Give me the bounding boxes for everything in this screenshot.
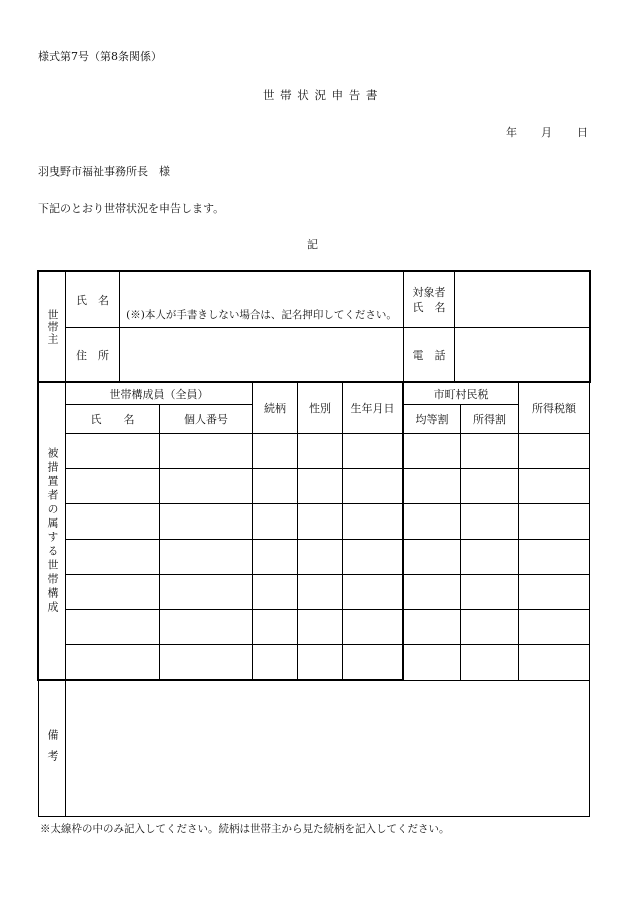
col-relation-header: 続柄 bbox=[264, 402, 286, 415]
table-row[interactable] bbox=[66, 575, 589, 609]
name-note: (※)本人が手書きしない場合は、記名押印してください。 bbox=[126, 308, 397, 321]
remarks-label: 備考 bbox=[46, 729, 59, 771]
target-label-2: 氏 名 bbox=[412, 301, 446, 314]
householder-label: 世帯主 bbox=[46, 308, 59, 345]
household-composition-label: 被措置者の属する世帯構成 bbox=[46, 447, 59, 615]
form-number: 様式第7号（第8条関係） bbox=[38, 50, 162, 63]
table-row[interactable] bbox=[66, 504, 589, 539]
date-year: 年 bbox=[506, 126, 517, 139]
tax-group-header: 市町村民税 bbox=[433, 387, 489, 401]
table-row[interactable] bbox=[66, 469, 589, 503]
footer-note: ※太線枠の中のみ記入してください。続柄は世帯主から見た続柄を記入してください。 bbox=[40, 823, 450, 835]
address-input[interactable] bbox=[120, 328, 403, 381]
remarks-input[interactable] bbox=[66, 681, 589, 816]
name-label: 氏 名 bbox=[76, 294, 109, 307]
col-mynumber-header: 個人番号 bbox=[184, 413, 228, 426]
members-group-header: 世帯構成員（全員） bbox=[109, 387, 209, 401]
table-row[interactable] bbox=[66, 645, 589, 679]
col-sex-header: 性別 bbox=[309, 402, 331, 415]
target-name-input[interactable] bbox=[455, 272, 589, 327]
table-row[interactable] bbox=[66, 610, 589, 644]
target-label-1: 対象者 bbox=[412, 286, 446, 299]
col-equal-header: 均等割 bbox=[415, 413, 449, 426]
col-income-split-header: 所得割 bbox=[473, 413, 506, 426]
ki-label: 記 bbox=[307, 238, 318, 251]
table-row[interactable] bbox=[66, 434, 589, 468]
page-title: 世 帯 状 況 申 告 書 bbox=[263, 88, 379, 102]
date-month: 月 bbox=[541, 126, 552, 139]
name-input[interactable] bbox=[120, 272, 403, 302]
table-row[interactable] bbox=[66, 540, 589, 574]
address-label: 住 所 bbox=[76, 349, 109, 362]
declaration: 下記のとおり世帯状況を申告します。 bbox=[38, 202, 225, 215]
addressee: 羽曳野市福祉事務所長 様 bbox=[38, 165, 170, 178]
col-name-header: 氏 名 bbox=[90, 413, 135, 426]
phone-label: 電 話 bbox=[412, 349, 446, 362]
col-birth-header: 生年月日 bbox=[350, 402, 395, 415]
col-income-tax-header: 所得税額 bbox=[532, 402, 576, 415]
phone-input[interactable] bbox=[455, 328, 589, 381]
date-day: 日 bbox=[577, 126, 588, 139]
